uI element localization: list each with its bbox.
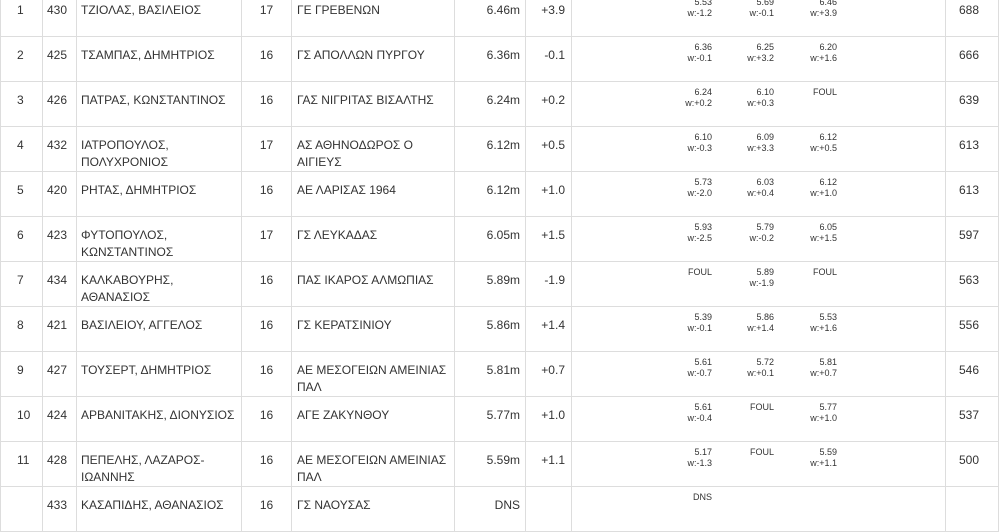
attempt-mark: 6.10 <box>694 132 712 142</box>
rank-cell: 7 <box>1 262 43 307</box>
attempt-wind: w:-0.3 <box>687 143 712 153</box>
bib-cell: 427 <box>43 352 77 397</box>
athlete-name: ΠΑΤΡΑΣ, ΚΩΝΣΤΑΝΤΙΝΟΣ <box>77 82 242 127</box>
attempt-wind: w:+1.1 <box>810 458 837 468</box>
best-mark: 6.12m <box>455 172 526 217</box>
result-row <box>1 0 999 37</box>
club-name: ΠΑΣ ΙΚΑΡΟΣ ΑΛΜΩΠΙΑΣ <box>292 262 455 307</box>
attempt-wind: w:-0.1 <box>749 8 774 18</box>
bib-cell: 420 <box>43 172 77 217</box>
athlete-name: ΚΑΛΚΑΒΟΥΡΗΣ, ΑΘΑΝΑΣΙΟΣ <box>77 262 242 307</box>
best-wind: -1.9 <box>526 262 572 307</box>
points-cell: 556 <box>946 307 999 352</box>
best-wind: +1.0 <box>526 172 572 217</box>
attempts-cell <box>572 442 946 487</box>
attempt-2 <box>714 447 774 458</box>
age-cell: 16 <box>242 307 292 352</box>
attempt-1 <box>652 132 712 154</box>
attempt-2 <box>714 132 774 154</box>
rank-cell: 11 <box>1 442 43 487</box>
attempt-3 <box>777 132 837 154</box>
age-cell: 16 <box>242 37 292 82</box>
points-cell <box>946 487 999 532</box>
attempt-wind: w:-2.0 <box>687 188 712 198</box>
club-name: ΓΣ ΑΠΟΛΛΩΝ ΠΥΡΓΟΥ <box>292 37 455 82</box>
best-wind: -0.1 <box>526 37 572 82</box>
age-cell: 16 <box>242 397 292 442</box>
attempt-wind: w:+0.5 <box>810 143 837 153</box>
best-mark: 6.05m <box>455 217 526 262</box>
club-name: ΓΣ ΛΕΥΚΑΔΑΣ <box>292 217 455 262</box>
result-row <box>1 307 999 352</box>
attempt-mark: 5.77 <box>819 402 837 412</box>
attempt-mark: 5.79 <box>756 222 774 232</box>
attempt-mark: 5.93 <box>694 222 712 232</box>
attempt-mark: FOUL <box>812 267 837 277</box>
attempt-wind: w:-0.1 <box>687 53 712 63</box>
result-row <box>1 37 999 82</box>
bib-cell: 430 <box>43 0 77 37</box>
result-row <box>1 127 999 172</box>
attempt-wind: w:+0.7 <box>810 368 837 378</box>
result-row <box>1 82 999 127</box>
attempt-mark: 5.17 <box>694 447 712 457</box>
best-wind: +0.2 <box>526 82 572 127</box>
best-mark: 5.89m <box>455 262 526 307</box>
attempt-wind: w:+3.2 <box>747 53 774 63</box>
bib-cell: 424 <box>43 397 77 442</box>
best-wind: +1.4 <box>526 307 572 352</box>
rank-cell: 6 <box>1 217 43 262</box>
result-row <box>1 352 999 397</box>
attempt-mark: 6.05 <box>819 222 837 232</box>
club-name: ΓΣ ΝΑΟΥΣΑΣ <box>292 487 455 532</box>
athlete-name: ΤΣΑΜΠΑΣ, ΔΗΜΗΤΡΙΟΣ <box>77 37 242 82</box>
club-name: ΓΣ ΚΕΡΑΤΣΙΝΙΟΥ <box>292 307 455 352</box>
attempt-mark: FOUL <box>812 87 837 97</box>
points-cell: 688 <box>946 0 999 37</box>
attempt-wind: w:+0.2 <box>685 98 712 108</box>
best-mark: 5.81m <box>455 352 526 397</box>
attempt-mark: 5.59 <box>819 447 837 457</box>
age-cell: 16 <box>242 352 292 397</box>
attempt-mark: 6.12 <box>819 177 837 187</box>
attempt-3 <box>777 312 837 334</box>
attempt-2 <box>714 402 774 413</box>
attempt-mark: 5.53 <box>819 312 837 322</box>
attempt-mark: 5.61 <box>694 357 712 367</box>
attempt-3 <box>777 222 837 244</box>
bib-cell: 434 <box>43 262 77 307</box>
attempt-wind: w:-1.2 <box>687 8 712 18</box>
age-cell: 17 <box>242 217 292 262</box>
attempt-1 <box>652 0 712 19</box>
attempts-cell <box>572 352 946 397</box>
attempts-cell <box>572 127 946 172</box>
best-wind: +1.5 <box>526 217 572 262</box>
attempt-wind: w:-2.5 <box>687 233 712 243</box>
rank-cell: 10 <box>1 397 43 442</box>
attempt-2 <box>714 42 774 64</box>
attempts-cell <box>572 262 946 307</box>
bib-cell: 425 <box>43 37 77 82</box>
attempt-wind: w:-1.9 <box>749 278 774 288</box>
attempt-mark: 5.61 <box>694 402 712 412</box>
attempt-1 <box>652 87 712 109</box>
attempt-1 <box>652 177 712 199</box>
attempt-1 <box>652 402 712 424</box>
attempts-cell <box>572 82 946 127</box>
attempt-2 <box>714 0 774 19</box>
points-cell: 666 <box>946 37 999 82</box>
club-name: ΓΑΣ ΝΙΓΡΙΤΑΣ ΒΙΣΑΛΤΗΣ <box>292 82 455 127</box>
attempt-mark: 5.86 <box>756 312 774 322</box>
attempt-mark: 6.09 <box>756 132 774 142</box>
attempt-3 <box>777 0 837 19</box>
attempt-wind: w:+0.4 <box>747 188 774 198</box>
athlete-name: ΦΥΤΟΠΟΥΛΟΣ, ΚΩΝΣΤΑΝΤΙΝΟΣ <box>77 217 242 262</box>
best-mark: DNS <box>455 487 526 532</box>
attempt-wind: w:+1.6 <box>810 323 837 333</box>
attempt-mark: FOUL <box>687 267 712 277</box>
points-cell: 613 <box>946 127 999 172</box>
best-mark: 5.86m <box>455 307 526 352</box>
athlete-name: ΙΑΤΡΟΠΟΥΛΟΣ, ΠΟΛΥΧΡΟΝΙΟΣ <box>77 127 242 172</box>
attempt-mark: 5.89 <box>756 267 774 277</box>
attempt-wind: w:+3.3 <box>747 143 774 153</box>
result-row <box>1 487 999 532</box>
result-row <box>1 217 999 262</box>
rank-cell: 5 <box>1 172 43 217</box>
result-row <box>1 262 999 307</box>
rank-cell: 8 <box>1 307 43 352</box>
points-cell: 500 <box>946 442 999 487</box>
best-wind <box>526 487 572 532</box>
attempt-wind: w:+0.1 <box>747 368 774 378</box>
bib-cell: 426 <box>43 82 77 127</box>
attempts-cell <box>572 172 946 217</box>
club-name: ΑΕ ΜΕΣΟΓΕΙΩΝ ΑΜΕΙΝΙΑΣ ΠΑΛ <box>292 442 455 487</box>
attempt-wind: w:+0.3 <box>747 98 774 108</box>
attempts-cell <box>572 307 946 352</box>
attempt-wind: w:+3.9 <box>810 8 837 18</box>
age-cell: 17 <box>242 127 292 172</box>
best-mark: 6.12m <box>455 127 526 172</box>
attempt-2 <box>714 222 774 244</box>
result-row <box>1 442 999 487</box>
athlete-name: ΒΑΣΙΛΕΙΟΥ, ΑΓΓΕΛΟΣ <box>77 307 242 352</box>
attempt-mark: 6.25 <box>756 42 774 52</box>
club-name: ΑΕ ΜΕΣΟΓΕΙΩΝ ΑΜΕΙΝΙΑΣ ΠΑΛ <box>292 352 455 397</box>
attempt-mark: 5.69 <box>756 0 774 7</box>
attempt-mark: 5.53 <box>694 0 712 7</box>
attempt-wind: w:-0.1 <box>687 323 712 333</box>
attempt-2 <box>714 87 774 109</box>
club-name: ΑΕ ΛΑΡΙΣΑΣ 1964 <box>292 172 455 217</box>
attempts-cell <box>572 217 946 262</box>
best-mark: 5.59m <box>455 442 526 487</box>
attempt-3 <box>777 402 837 424</box>
athlete-name: ΤΟΥΣΕΡΤ, ΔΗΜΗΤΡΙΟΣ <box>77 352 242 397</box>
club-name: ΑΓΕ ΖΑΚΥΝΘΟΥ <box>292 397 455 442</box>
attempt-mark: FOUL <box>749 402 774 412</box>
attempt-2 <box>714 177 774 199</box>
attempt-2 <box>714 357 774 379</box>
attempt-3 <box>777 267 837 278</box>
attempt-mark: 6.24 <box>694 87 712 97</box>
attempt-3 <box>777 357 837 379</box>
attempt-mark: 5.73 <box>694 177 712 187</box>
points-cell: 613 <box>946 172 999 217</box>
result-row <box>1 397 999 442</box>
bib-cell: 432 <box>43 127 77 172</box>
attempt-mark: 6.12 <box>819 132 837 142</box>
rank-cell: 1 <box>1 0 43 37</box>
attempt-3 <box>777 447 837 469</box>
age-cell: 17 <box>242 0 292 37</box>
attempt-wind: w:+1.0 <box>810 188 837 198</box>
result-row <box>1 172 999 217</box>
attempt-wind: w:+1.4 <box>747 323 774 333</box>
attempt-2 <box>714 312 774 334</box>
points-cell: 563 <box>946 262 999 307</box>
age-cell: 16 <box>242 487 292 532</box>
attempt-wind: w:+1.0 <box>810 413 837 423</box>
bib-cell: 433 <box>43 487 77 532</box>
best-wind: +1.1 <box>526 442 572 487</box>
attempt-1 <box>652 312 712 334</box>
attempt-wind: w:-0.2 <box>749 233 774 243</box>
attempts-cell <box>572 0 946 37</box>
best-mark: 6.36m <box>455 37 526 82</box>
best-mark: 6.24m <box>455 82 526 127</box>
attempt-mark: 6.03 <box>756 177 774 187</box>
points-cell: 597 <box>946 217 999 262</box>
attempt-mark: DNS <box>692 492 712 502</box>
attempt-wind: w:-0.7 <box>687 368 712 378</box>
age-cell: 16 <box>242 262 292 307</box>
attempt-3 <box>777 177 837 199</box>
rank-cell <box>1 487 43 532</box>
best-wind: +1.0 <box>526 397 572 442</box>
athlete-name: ΑΡΒΑΝΙΤΑΚΗΣ, ΔΙΟΝΥΣΙΟΣ <box>77 397 242 442</box>
bib-cell: 428 <box>43 442 77 487</box>
rank-cell: 4 <box>1 127 43 172</box>
attempt-2 <box>714 267 774 289</box>
attempt-1 <box>652 222 712 244</box>
attempts-cell <box>572 487 946 532</box>
attempt-wind: w:-0.4 <box>687 413 712 423</box>
attempt-mark: 6.20 <box>819 42 837 52</box>
attempt-mark: 6.36 <box>694 42 712 52</box>
club-name: ΓΕ ΓΡΕΒΕΝΩΝ <box>292 0 455 37</box>
athlete-name: ΠΕΠΕΛΗΣ, ΛΑΖΑΡΟΣ-ΙΩΑΝΝΗΣ <box>77 442 242 487</box>
attempt-wind: w:+1.6 <box>810 53 837 63</box>
best-mark: 6.46m <box>455 0 526 37</box>
attempt-mark: 6.46 <box>819 0 837 7</box>
attempt-mark: FOUL <box>749 447 774 457</box>
athlete-name: ΚΑΣΑΠΙΔΗΣ, ΑΘΑΝΑΣΙΟΣ <box>77 487 242 532</box>
rank-cell: 9 <box>1 352 43 397</box>
club-name: ΑΣ ΑΘΗΝΟΔΩΡΟΣ Ο ΑΙΓΙΕΥΣ <box>292 127 455 172</box>
rank-cell: 2 <box>1 37 43 82</box>
attempt-mark: 5.39 <box>694 312 712 322</box>
age-cell: 16 <box>242 82 292 127</box>
attempt-wind: w:-1.3 <box>687 458 712 468</box>
points-cell: 546 <box>946 352 999 397</box>
attempt-1 <box>652 267 712 278</box>
attempt-mark: 5.72 <box>756 357 774 367</box>
results-body <box>1 0 999 532</box>
attempts-cell <box>572 397 946 442</box>
athlete-name: ΤΖΙΟΛΑΣ, ΒΑΣΙΛΕΙΟΣ <box>77 0 242 37</box>
attempt-mark: 5.81 <box>819 357 837 367</box>
rank-cell: 3 <box>1 82 43 127</box>
attempt-mark: 6.10 <box>756 87 774 97</box>
attempt-3 <box>777 42 837 64</box>
points-cell: 537 <box>946 397 999 442</box>
attempt-3 <box>777 87 837 98</box>
best-mark: 5.77m <box>455 397 526 442</box>
attempts-cell <box>572 37 946 82</box>
athlete-name: ΡΗΤΑΣ, ΔΗΜΗΤΡΙΟΣ <box>77 172 242 217</box>
best-wind: +0.7 <box>526 352 572 397</box>
age-cell: 16 <box>242 172 292 217</box>
attempt-1 <box>652 492 712 503</box>
attempt-1 <box>652 447 712 469</box>
attempt-1 <box>652 42 712 64</box>
age-cell: 16 <box>242 442 292 487</box>
attempt-1 <box>652 357 712 379</box>
best-wind: +0.5 <box>526 127 572 172</box>
best-wind: +3.9 <box>526 0 572 37</box>
bib-cell: 421 <box>43 307 77 352</box>
bib-cell: 423 <box>43 217 77 262</box>
attempt-wind: w:+1.5 <box>810 233 837 243</box>
points-cell: 639 <box>946 82 999 127</box>
